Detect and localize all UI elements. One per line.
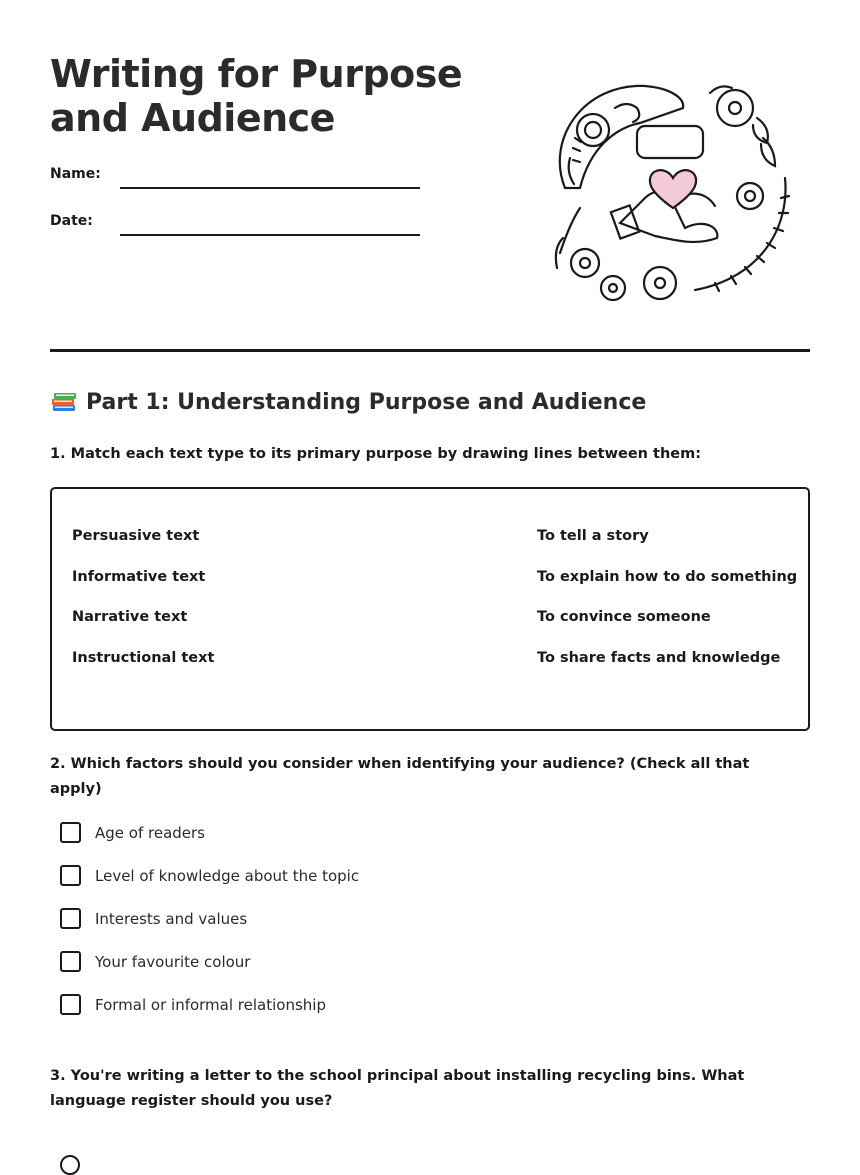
- purpose-convince[interactable]: To convince someone: [537, 609, 711, 625]
- option-label: Age of readers: [95, 823, 205, 842]
- name-label: Name:: [50, 166, 101, 182]
- hands-heart-floral-icon: [545, 78, 795, 308]
- purpose-explain-how[interactable]: To explain how to do something: [537, 569, 798, 585]
- matching-box[interactable]: [50, 487, 810, 731]
- question-3: 3. You're writing a letter to the school principal about installing recycling bins. What language register should you use?: [50, 1068, 745, 1109]
- checkbox[interactable]: [60, 951, 81, 972]
- radio-button[interactable]: [60, 1155, 80, 1175]
- worksheet-title: Writing for Purpose and Audience: [50, 52, 463, 140]
- option-label: Interests and values: [95, 909, 248, 928]
- option-row: [60, 822, 205, 843]
- name-field[interactable]: [120, 187, 420, 189]
- text-type-persuasive[interactable]: Persuasive text: [72, 528, 200, 544]
- section-divider: [50, 349, 810, 352]
- date-label: Date:: [50, 213, 93, 229]
- purpose-tell-story[interactable]: To tell a story: [537, 528, 649, 544]
- question-1: 1. Match each text type to its primary purpose by drawing lines between them:: [50, 446, 702, 462]
- question-2: 2. Which factors should you consider when identifying your audience? (Check all that apply): [50, 756, 750, 797]
- purpose-share-facts[interactable]: To share facts and knowledge: [537, 650, 781, 666]
- part1-heading: [50, 388, 646, 416]
- option-label: Your favourite colour: [95, 952, 251, 971]
- text-type-informative[interactable]: Informative text: [72, 569, 206, 585]
- checkbox[interactable]: [60, 908, 81, 929]
- part1-title: Part 1: Understanding Purpose and Audience: [86, 389, 647, 415]
- date-field[interactable]: [120, 234, 420, 236]
- checkbox[interactable]: [60, 994, 81, 1015]
- option-label: Formal or informal relationship: [95, 995, 326, 1014]
- option-row: [60, 994, 326, 1015]
- option-row: [60, 951, 250, 972]
- option-row: [60, 865, 359, 886]
- text-type-instructional[interactable]: Instructional text: [72, 650, 215, 666]
- option-label: Level of knowledge about the topic: [95, 866, 360, 885]
- option-row: [60, 908, 247, 929]
- checkbox[interactable]: [60, 822, 81, 843]
- checkbox[interactable]: [60, 865, 81, 886]
- text-type-narrative[interactable]: Narrative text: [72, 609, 188, 625]
- books-icon: [50, 388, 78, 416]
